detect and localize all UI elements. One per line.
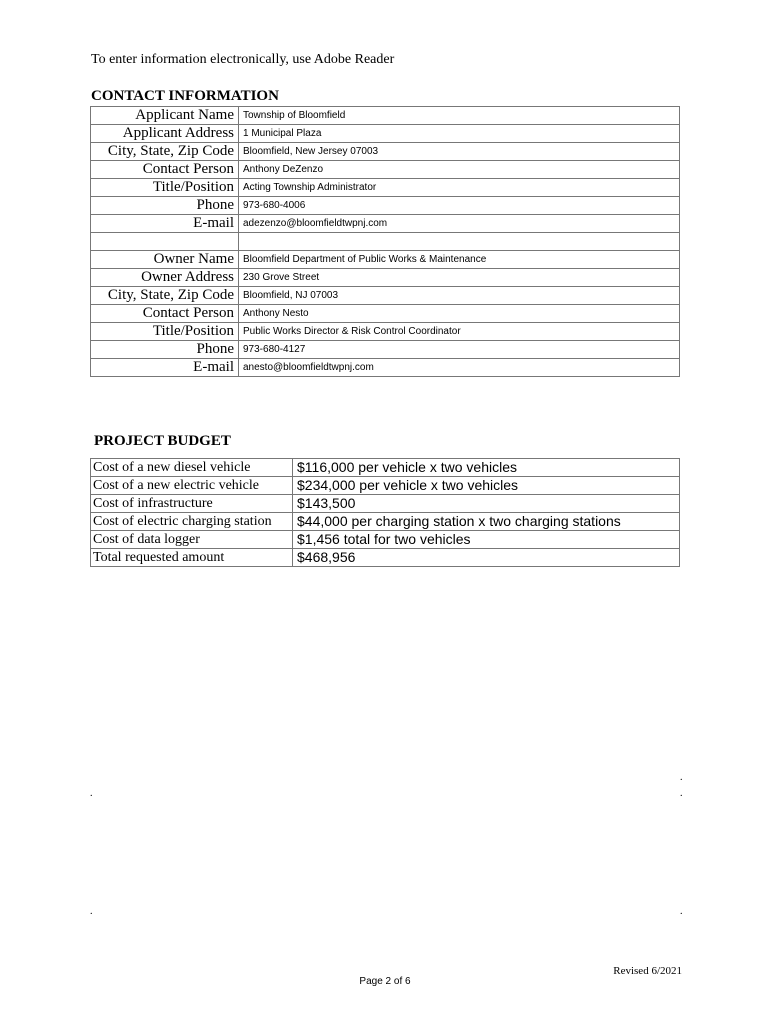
form-field-marker[interactable]: .	[680, 772, 683, 783]
electric-cost-field[interactable]: $234,000 per vehicle x two vehicles	[293, 477, 680, 495]
budget-label: Cost of data logger	[91, 531, 293, 549]
form-field-marker[interactable]: .	[680, 906, 683, 917]
page-number: Page 2 of 6	[359, 976, 411, 987]
table-row	[91, 513, 680, 531]
table-row	[91, 459, 680, 477]
applicant-city-field[interactable]: Bloomfield, New Jersey 07003	[239, 143, 680, 161]
field-label: Phone	[91, 341, 239, 359]
field-label: Title/Position	[91, 323, 239, 341]
contact-section-title: CONTACT INFORMATION	[91, 88, 279, 104]
form-field-marker[interactable]: .	[90, 788, 93, 799]
table-row	[91, 269, 680, 287]
table-row	[91, 215, 680, 233]
contact-table	[90, 106, 680, 377]
budget-label: Cost of electric charging station	[91, 513, 293, 531]
owner-name-field[interactable]: Bloomfield Department of Public Works & Maintenance	[239, 251, 680, 269]
applicant-email-field[interactable]: adezenzo@bloomfieldtwpnj.com	[239, 215, 680, 233]
field-label: Contact Person	[91, 305, 239, 323]
field-label: Applicant Name	[91, 107, 239, 125]
field-label: E-mail	[91, 215, 239, 233]
total-requested-field[interactable]: $468,956	[293, 549, 680, 567]
table-row	[91, 197, 680, 215]
table-row	[91, 251, 680, 269]
owner-email-field[interactable]: anesto@bloomfieldtwpnj.com	[239, 359, 680, 377]
field-label: Owner Address	[91, 269, 239, 287]
field-label: Title/Position	[91, 179, 239, 197]
owner-phone-field[interactable]: 973-680-4127	[239, 341, 680, 359]
table-row	[91, 287, 680, 305]
blank-value-cell[interactable]	[239, 233, 680, 251]
budget-label: Cost of infrastructure	[91, 495, 293, 513]
applicant-contact-field[interactable]: Anthony DeZenzo	[239, 161, 680, 179]
diesel-cost-field[interactable]: $116,000 per vehicle x two vehicles	[293, 459, 680, 477]
table-row	[91, 125, 680, 143]
budget-label: Cost of a new electric vehicle	[91, 477, 293, 495]
table-row	[91, 323, 680, 341]
budget-section-title: PROJECT BUDGET	[94, 433, 231, 449]
budget-table	[90, 458, 680, 567]
budget-label: Total requested amount	[91, 549, 293, 567]
applicant-address-field[interactable]: 1 Municipal Plaza	[239, 125, 680, 143]
table-row	[91, 179, 680, 197]
field-label: E-mail	[91, 359, 239, 377]
table-row	[91, 107, 680, 125]
field-label: Applicant Address	[91, 125, 239, 143]
field-label: City, State, Zip Code	[91, 143, 239, 161]
field-label: Phone	[91, 197, 239, 215]
blank-label-cell	[91, 233, 239, 251]
owner-contact-field[interactable]: Anthony Nesto	[239, 305, 680, 323]
applicant-title-field[interactable]: Acting Township Administrator	[239, 179, 680, 197]
applicant-name-field[interactable]: Township of Bloomfield	[239, 107, 680, 125]
table-row	[91, 161, 680, 179]
table-row	[91, 549, 680, 567]
owner-address-field[interactable]: 230 Grove Street	[239, 269, 680, 287]
budget-label: Cost of a new diesel vehicle	[91, 459, 293, 477]
field-label: Contact Person	[91, 161, 239, 179]
form-field-marker[interactable]: .	[90, 906, 93, 917]
blank-row	[91, 233, 680, 251]
infrastructure-cost-field[interactable]: $143,500	[293, 495, 680, 513]
table-row	[91, 495, 680, 513]
table-row	[91, 341, 680, 359]
applicant-phone-field[interactable]: 973-680-4006	[239, 197, 680, 215]
table-row	[91, 477, 680, 495]
data-logger-cost-field[interactable]: $1,456 total for two vehicles	[293, 531, 680, 549]
owner-title-field[interactable]: Public Works Director & Risk Control Coordinator	[239, 323, 680, 341]
field-label: City, State, Zip Code	[91, 287, 239, 305]
form-field-marker[interactable]: .	[680, 788, 683, 799]
table-row	[91, 359, 680, 377]
table-row	[91, 305, 680, 323]
owner-city-field[interactable]: Bloomfield, NJ 07003	[239, 287, 680, 305]
table-row	[91, 531, 680, 549]
revision-date: Revised 6/2021	[613, 965, 682, 977]
table-row	[91, 143, 680, 161]
field-label: Owner Name	[91, 251, 239, 269]
charging-station-cost-field[interactable]: $44,000 per charging station x two charging stations	[293, 513, 680, 531]
instruction-note: To enter information electronically, use Adobe Reader	[91, 52, 395, 67]
